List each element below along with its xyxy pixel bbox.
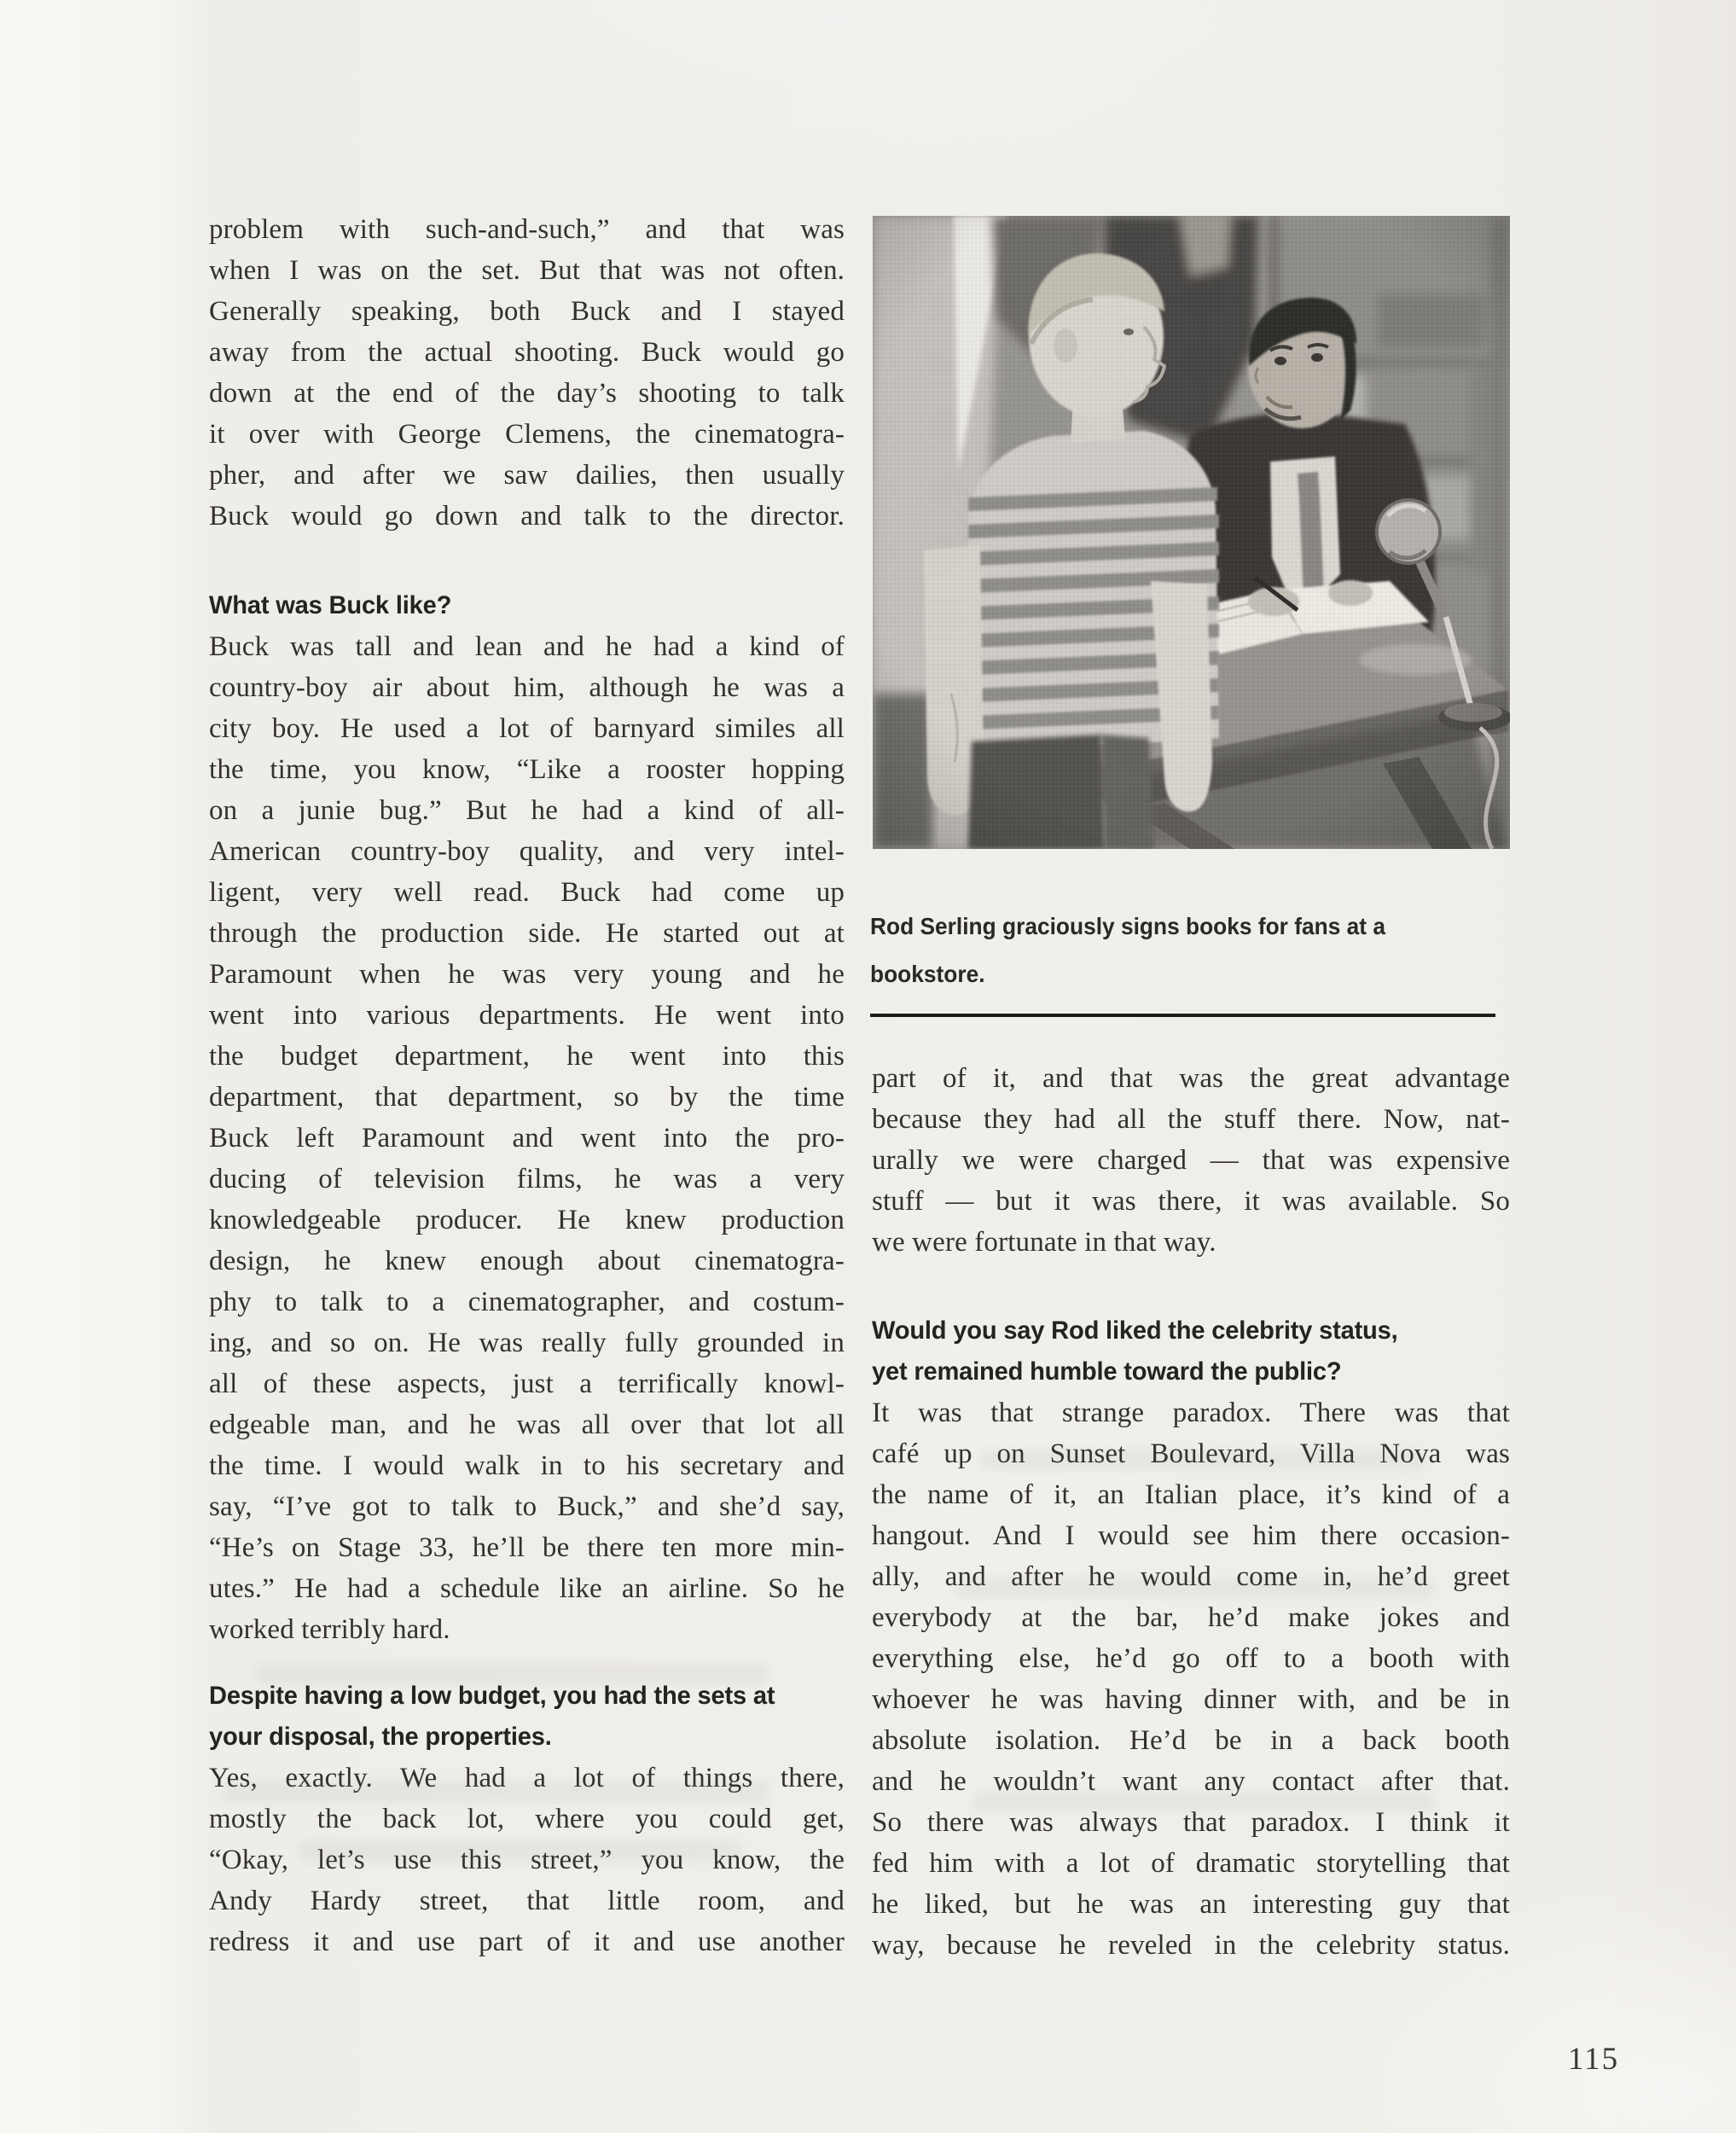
text-line: down at the end of the day’s shooting to talk [209,378,845,409]
page-number: 115 [1568,2042,1620,2077]
text-line: the time, you know, “Like a rooster hopping [209,754,845,785]
question-heading-celebrity-status [872,1311,1510,1392]
showthrough-smudge [256,1664,768,1684]
text-line: Despite having a low budget, you had the sets at [209,1682,775,1710]
text-line: through the production side. He started out at [209,918,845,949]
text-line: ducing of television films, he was a very [209,1164,845,1194]
text-line: went into various departments. He went into [209,1000,845,1031]
text-line: absolute isolation. He’d be in a back booth [872,1725,1510,1756]
question-heading-despite-low-budget [209,1676,845,1758]
text-line: bookstore. [870,961,985,987]
paragraph [209,626,845,1650]
photo-illustration [873,216,1510,849]
paragraph [872,1058,1510,1263]
text-line: and he wouldn’t want any contact after that. [872,1766,1510,1797]
showthrough-smudge [981,1450,1425,1469]
text-line: Generally speaking, both Buck and I stayed [209,296,845,327]
text-line: pher, and after we saw dailies, then usually [209,460,845,491]
text-line: your disposal, the properties. [209,1723,552,1751]
text-line: café up on Sunset Boulevard, Villa Nova was [872,1438,1510,1469]
paragraph [872,1392,1510,1966]
text-line: utes.” He had a schedule like an airline. So he [209,1573,845,1604]
showthrough-smudge [955,1578,1433,1597]
text-line: “Okay, let’s use this street,” you know, the [209,1845,845,1875]
text-line: way, because he reveled in the celebrity status. [872,1930,1510,1961]
text-line: ligent, very well read. Buck had come up [209,877,845,908]
text-line: It was that strange paradox. There was that [872,1398,1510,1428]
text-line: Rod Serling graciously signs books for fans at a [870,913,1386,939]
text-line: worked terribly hard. [209,1614,450,1645]
text-line: the time. I would walk in to his secretary and [209,1450,845,1481]
text-line: phy to talk to a cinematographer, and costum- [209,1287,845,1317]
vignette-overlay [873,216,1510,849]
text-line: “He’s on Stage 33, he’ll be there ten more min- [209,1532,845,1563]
text-line: fed him with a lot of dramatic storytelling that [872,1848,1510,1879]
text-line: hangout. And I would see him there occasion- [872,1520,1510,1551]
caption-divider-rule [870,1014,1495,1017]
text-line: problem with such-and-such,” and that was [209,214,845,245]
text-line: the budget department, he went into this [209,1041,845,1072]
text-line: the name of it, an Italian place, it’s kind of a [872,1479,1510,1510]
left-text-column [209,209,845,1962]
text-line: urally we were charged — that was expensive [872,1145,1510,1176]
text-line: American country-boy quality, and very intel- [209,836,845,867]
text-line: Buck was tall and lean and he had a kind of [209,631,845,662]
text-line: part of it, and that was the great advantage [872,1063,1510,1094]
text-line: it over with George Clemens, the cinematogra- [209,419,845,450]
text-line: Andy Hardy street, that little room, and [209,1886,845,1916]
photo-rod-serling-book-signing [873,216,1510,849]
paragraph [209,209,845,537]
text-line: department, that department, so by the time [209,1082,845,1113]
question-heading-what-was-buck-like [209,585,845,626]
text-line: he liked, but he was an interesting guy that [872,1889,1510,1920]
text-line: edgeable man, and he was all over that lot all [209,1409,845,1440]
text-line: stuff — but it was there, it was available. So [872,1186,1510,1217]
text-line: Would you say Rod liked the celebrity status, [872,1316,1398,1345]
text-line: Paramount when he was very young and he [209,959,845,990]
text-line: ing, and so on. He was really fully grounded in [209,1328,845,1358]
text-line: city boy. He used a lot of barnyard similes all [209,713,845,744]
right-text-column [872,1058,1510,1966]
text-line: everything else, he’d go off to a booth with [872,1643,1510,1674]
text-line: knowledgeable producer. He knew production [209,1205,845,1235]
text-line: yet remained humble toward the public? [872,1357,1342,1386]
text-line: design, he knew enough about cinematogra- [209,1246,845,1276]
text-line: redress it and use part of it and use another [209,1927,845,1957]
text-line: whoever he was having dinner with, and be in [872,1684,1510,1715]
text-line: when I was on the set. But that was not often. [209,255,845,286]
text-line: everybody at the bar, he’d make jokes and [872,1602,1510,1633]
text-line: on a junie bug.” But he had a kind of all- [209,795,845,826]
text-line: say, “I’ve got to talk to Buck,” and she’d say, [209,1491,845,1522]
text-line: Buck left Paramount and went into the pro- [209,1123,845,1154]
text-line: What was Buck like? [209,591,452,619]
showthrough-smudge [973,1792,1433,1810]
text-line: away from the actual shooting. Buck would go [209,337,845,368]
showthrough-smudge [224,1781,769,1802]
text-line: ally, and after he would come in, he’d greet [872,1561,1510,1592]
text-line: mostly the back lot, where you could get, [209,1804,845,1834]
photo-caption [870,903,1506,998]
text-line: Buck would go down and talk to the director. [209,501,845,532]
text-line: all of these aspects, just a terrifically knowl- [209,1369,845,1399]
text-line: country-boy air about him, although he was a [209,672,845,703]
text-line: So there was always that paradox. I think it [872,1807,1510,1838]
text-line: we were fortunate in that way. [872,1227,1216,1258]
showthrough-smudge [299,1841,742,1862]
text-line: because they had all the stuff there. Now, nat- [872,1104,1510,1135]
text-line: Yes, exactly. We had a lot of things there, [209,1763,845,1793]
